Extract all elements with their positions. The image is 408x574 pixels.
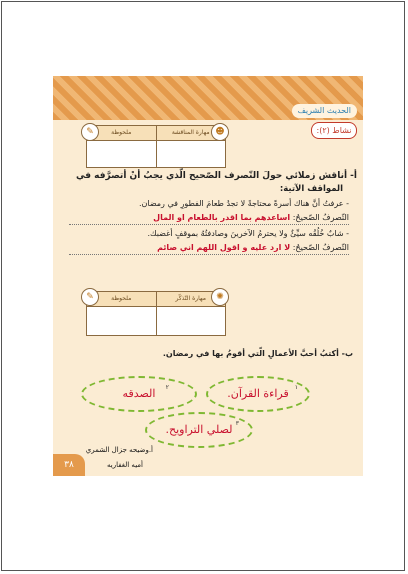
notes-column-header: ملحوظة	[111, 129, 132, 136]
unit-title: الحديث الشريف	[292, 104, 357, 118]
pencil-icon: ✎	[81, 123, 99, 141]
memory-skill-table	[86, 291, 226, 336]
question-a-intro-2: المواقف الآتية:	[279, 184, 343, 194]
behavior-2-line	[69, 242, 349, 255]
skill-cell[interactable]	[156, 141, 226, 167]
question-b-prompt: ب- أكتبُ أحبَّ الأعمالِ الّتي أقومُ بها في رمضان.	[162, 349, 353, 358]
answer-2-text: الصدقه	[122, 387, 156, 400]
discussion-skill-table	[86, 125, 226, 168]
skill-column-header: مهارة التّذكّر	[156, 292, 226, 306]
behavior-1-label: التّصرفُ الصّحيحُ:	[292, 213, 349, 222]
workbook-page	[53, 76, 363, 476]
answer-3-text: لصلي التراويح.	[165, 423, 233, 436]
answer-oval-2[interactable]: ٢ الصدقه	[81, 376, 197, 412]
answer-1-text: قراءة القرآن.	[227, 387, 289, 400]
pencil-icon: ✎	[81, 288, 99, 306]
situation-2: - شابٌ خُلُقُه سيِّئٌ ولا يحترمُ الآخرينَ وصادفتُهُ بموقفٍ أغضبك.	[147, 229, 349, 238]
behavior-1-answer[interactable]: اساعدهم بما اقدر بالطعام او المال	[153, 213, 291, 222]
notes-cell[interactable]	[87, 141, 156, 167]
answer-oval-3[interactable]: ٣ لصلي التراويح.	[145, 412, 253, 448]
activity-badge: نشاط (٢):	[311, 122, 357, 139]
page-number: ٣٨	[53, 454, 85, 476]
group-icon: ☻	[211, 123, 229, 141]
skill-column-header: مهارة المناقشة	[156, 126, 226, 140]
notes-column-header: ملحوظة	[111, 295, 132, 302]
answer-oval-1[interactable]: ١ قراءة القرآن.	[206, 376, 310, 412]
author-name: أ.وضيحه جزال الشمري	[85, 446, 153, 454]
author-name-2: أميه الغفاريه	[107, 461, 143, 469]
behavior-2-answer[interactable]: لا ارد عليه و اقول اللهم اني صائم	[157, 243, 291, 252]
notes-cell[interactable]	[87, 307, 156, 335]
question-a-intro: أ- أناقش زملائي حولَ التّصرف الصّحيح الّذي يجبُ أنْ أتصرَّفه في	[75, 171, 357, 181]
skill-cell[interactable]	[156, 307, 226, 335]
behavior-1-line	[69, 212, 349, 225]
lightbulb-icon: ✺	[211, 288, 229, 306]
situation-1: - عرفتُ أنَّ هناك أسرةً محتاجةً لا تجدُ طعامَ الفطورِ في رمضان.	[138, 199, 349, 208]
behavior-2-label: التّصرفُ الصّحيحُ:	[292, 243, 349, 252]
